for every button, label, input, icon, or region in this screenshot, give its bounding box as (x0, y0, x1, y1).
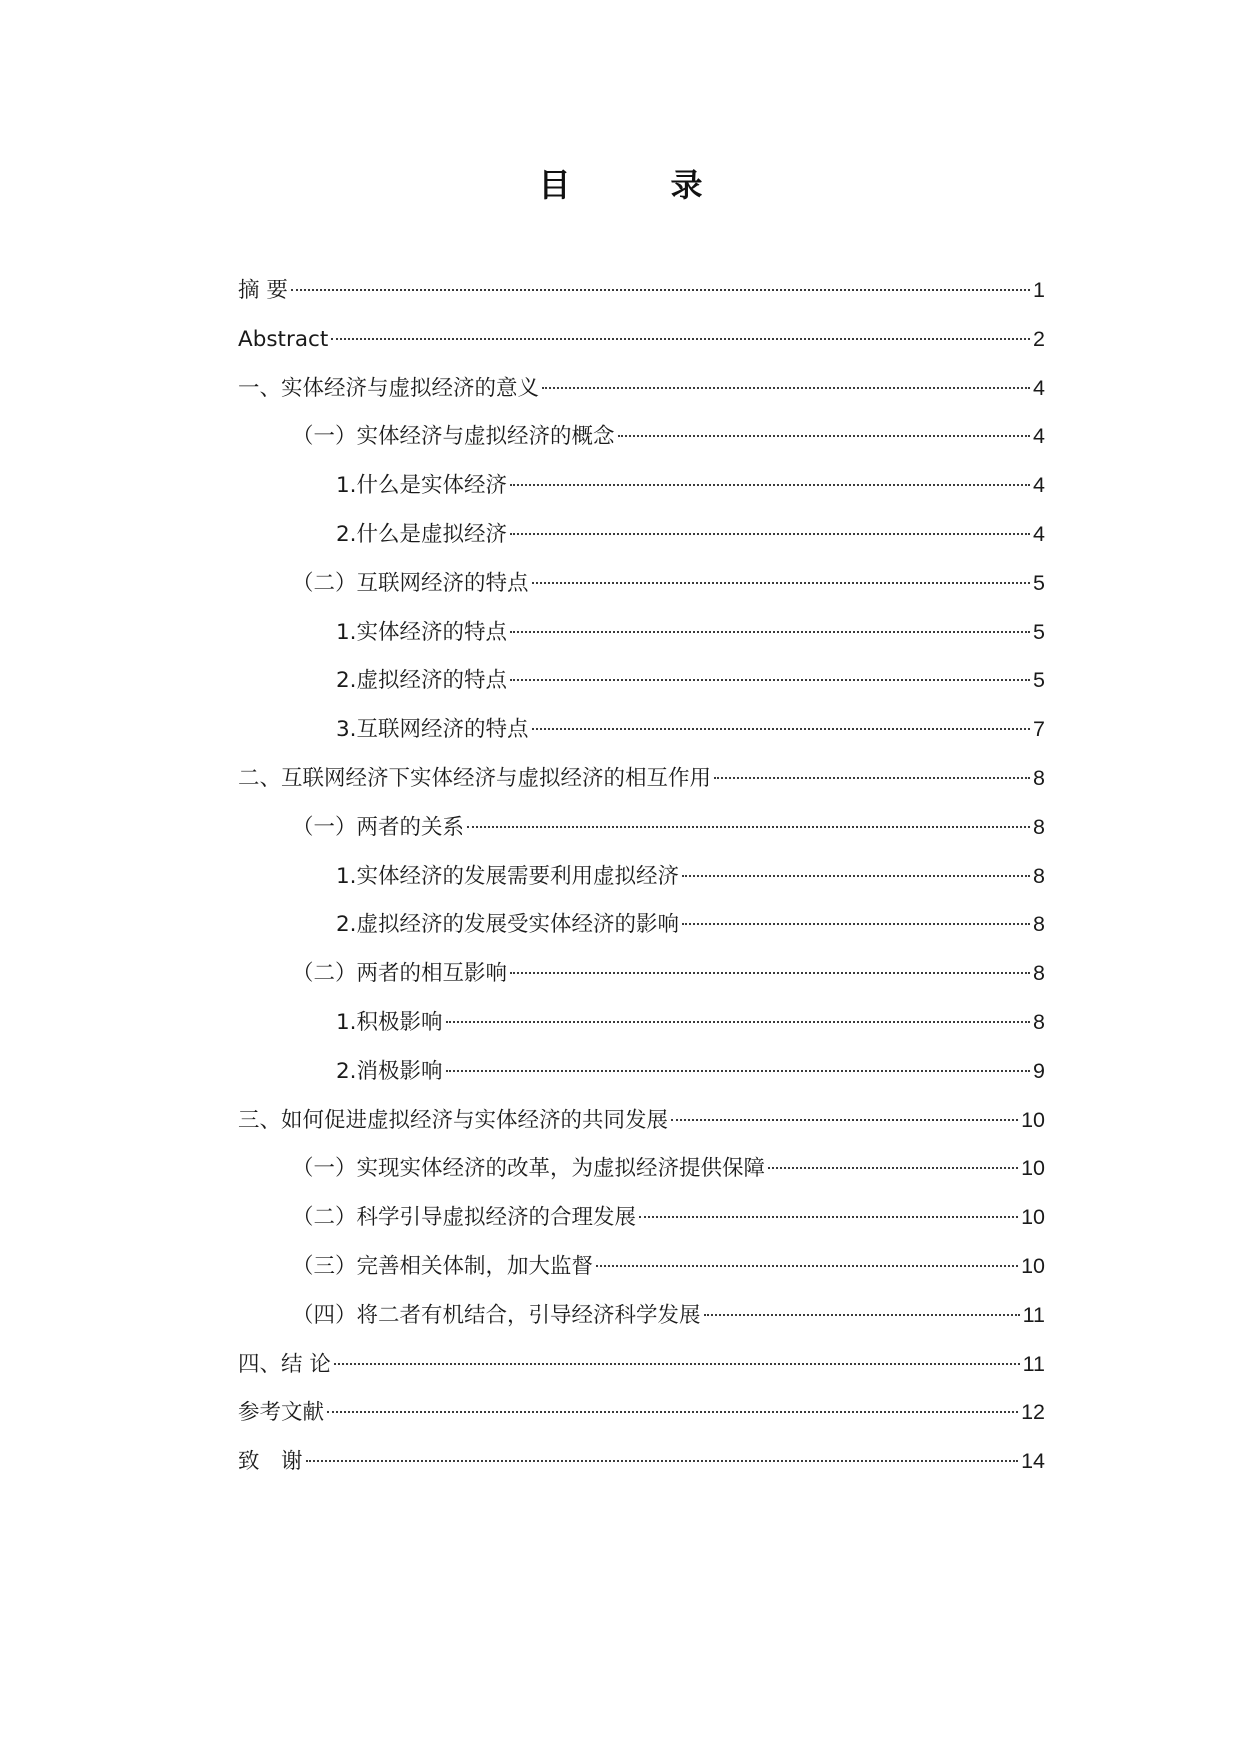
dot-leader (682, 923, 1030, 925)
toc-page-number: 4 (1033, 521, 1045, 546)
dot-leader (532, 582, 1031, 584)
page-title: 目 录 (538, 166, 737, 204)
toc-page-number: 8 (1033, 765, 1045, 790)
toc-entry[interactable] (238, 608, 1045, 657)
toc-entry-label: （二）两者的相互影响 (292, 961, 508, 987)
toc-entry-label: （二）科学引导虚拟经济的合理发展 (292, 1205, 637, 1231)
toc-entry[interactable] (238, 1340, 1045, 1389)
toc-entry-label: 摘 要 (238, 278, 288, 303)
toc-page-number: 10 (1021, 1253, 1045, 1278)
toc-entry-label: 3.互联网经济的特点 (336, 717, 529, 743)
dot-leader (510, 533, 1030, 535)
dot-leader (467, 826, 1030, 828)
toc-entry-label: 致 谢 (238, 1449, 303, 1475)
dot-leader (639, 1216, 1018, 1218)
dot-leader (327, 1411, 1018, 1413)
toc-entry-label: 2.虚拟经济的特点 (336, 668, 508, 694)
toc-entry[interactable] (238, 1144, 1045, 1193)
toc-entry[interactable] (238, 852, 1045, 901)
toc-page-number: 8 (1033, 1009, 1045, 1034)
toc-page-number: 8 (1033, 961, 1045, 986)
toc-entry-label: （四）将二者有机结合，引导经济科学发展 (292, 1302, 701, 1328)
toc-entry[interactable] (238, 1242, 1045, 1291)
toc-page-number: 10 (1021, 1156, 1045, 1181)
toc-page-number: 11 (1022, 1351, 1045, 1376)
dot-leader (446, 1021, 1031, 1023)
toc-page-number: 5 (1033, 570, 1045, 595)
toc-page-number: 10 (1021, 1205, 1045, 1230)
toc-entry-label: （一）实现实体经济的改革，为虚拟经济提供保障 (292, 1156, 766, 1182)
dot-leader (510, 484, 1030, 486)
toc-entry-label: （一）两者的关系 (292, 814, 465, 840)
dot-leader (542, 387, 1030, 389)
toc-page-number: 7 (1033, 717, 1045, 742)
dot-leader (291, 289, 1030, 291)
toc-entry-label: 1.什么是实体经济 (336, 473, 508, 499)
toc-entry-label: 三、如何促进虚拟经济与实体经济的共同发展 (238, 1107, 669, 1133)
toc-entry[interactable] (238, 266, 1045, 315)
dot-leader (306, 1460, 1019, 1462)
dot-leader (331, 338, 1030, 340)
toc-entry[interactable] (238, 705, 1045, 754)
toc-entry[interactable] (238, 364, 1045, 413)
toc-entry-label: 四、结 论 (238, 1351, 331, 1377)
toc-page-number: 2 (1033, 326, 1045, 351)
dot-leader (510, 679, 1030, 681)
toc-entry[interactable] (238, 754, 1045, 803)
toc-entry[interactable] (238, 656, 1045, 705)
toc-page-number: 14 (1021, 1449, 1045, 1474)
dot-leader (532, 728, 1031, 730)
toc-page-number: 12 (1021, 1400, 1045, 1425)
toc-entry[interactable] (238, 949, 1045, 998)
toc-page-number: 1 (1033, 278, 1045, 302)
toc-entry[interactable] (238, 998, 1045, 1047)
toc-entry[interactable] (238, 1047, 1045, 1096)
dot-leader (510, 631, 1030, 633)
toc-entry-label: 1.实体经济的特点 (336, 619, 508, 645)
toc-entry[interactable] (238, 900, 1045, 949)
toc-entry[interactable] (238, 510, 1045, 559)
toc-entry[interactable] (238, 1291, 1045, 1340)
toc-entry-label: 参考文献 (238, 1400, 325, 1426)
toc-entry-label: 二、互联网经济下实体经济与虚拟经济的相互作用 (238, 765, 712, 791)
toc-entry-label: 2.什么是虚拟经济 (336, 521, 508, 547)
toc-entry[interactable] (238, 461, 1045, 510)
dot-leader (714, 777, 1030, 779)
toc-entry-label: 2.虚拟经济的发展受实体经济的影响 (336, 912, 680, 938)
dot-leader (682, 875, 1030, 877)
toc-entry[interactable] (238, 1388, 1045, 1437)
dot-leader (618, 435, 1031, 437)
dot-leader (334, 1363, 1020, 1365)
toc-entry-label: Abstract (238, 326, 329, 352)
toc-entry-label: （三）完善相关体制，加大监督 (292, 1253, 594, 1279)
toc-entry[interactable] (238, 803, 1045, 852)
toc-entry-label: 2.消极影响 (336, 1058, 443, 1084)
toc-page-number: 11 (1022, 1302, 1045, 1327)
toc-entry-label: （一）实体经济与虚拟经济的概念 (292, 424, 615, 450)
toc-page-number: 8 (1033, 863, 1045, 888)
dot-leader (596, 1265, 1018, 1267)
toc-entry[interactable] (238, 1437, 1045, 1486)
toc-entry-label: 一、实体经济与虚拟经济的意义 (238, 375, 540, 401)
toc-entry[interactable] (238, 412, 1045, 461)
toc-page-number: 5 (1033, 668, 1045, 693)
dot-leader (704, 1314, 1020, 1316)
dot-leader (768, 1167, 1018, 1169)
toc-entry-label: 1.积极影响 (336, 1009, 443, 1035)
toc-entry[interactable] (238, 1193, 1045, 1242)
dot-leader (510, 972, 1030, 974)
toc-entry-label: （二）互联网经济的特点 (292, 570, 529, 596)
dot-leader (446, 1070, 1031, 1072)
dot-leader (671, 1119, 1018, 1121)
toc-page-number: 8 (1033, 814, 1045, 839)
toc-page-number: 4 (1033, 424, 1045, 449)
toc-entry[interactable] (238, 1096, 1045, 1145)
toc-page-number: 8 (1033, 912, 1045, 937)
toc-page-number: 9 (1033, 1058, 1045, 1083)
toc-page-number: 4 (1033, 473, 1045, 498)
table-of-contents (238, 266, 1045, 1486)
toc-entry-label: 1.实体经济的发展需要利用虚拟经济 (336, 863, 680, 889)
toc-page-number: 4 (1033, 375, 1045, 400)
toc-page-number: 5 (1033, 619, 1045, 644)
toc-entry[interactable] (238, 559, 1045, 608)
toc-page-number: 10 (1021, 1107, 1045, 1132)
toc-entry[interactable] (238, 315, 1045, 364)
